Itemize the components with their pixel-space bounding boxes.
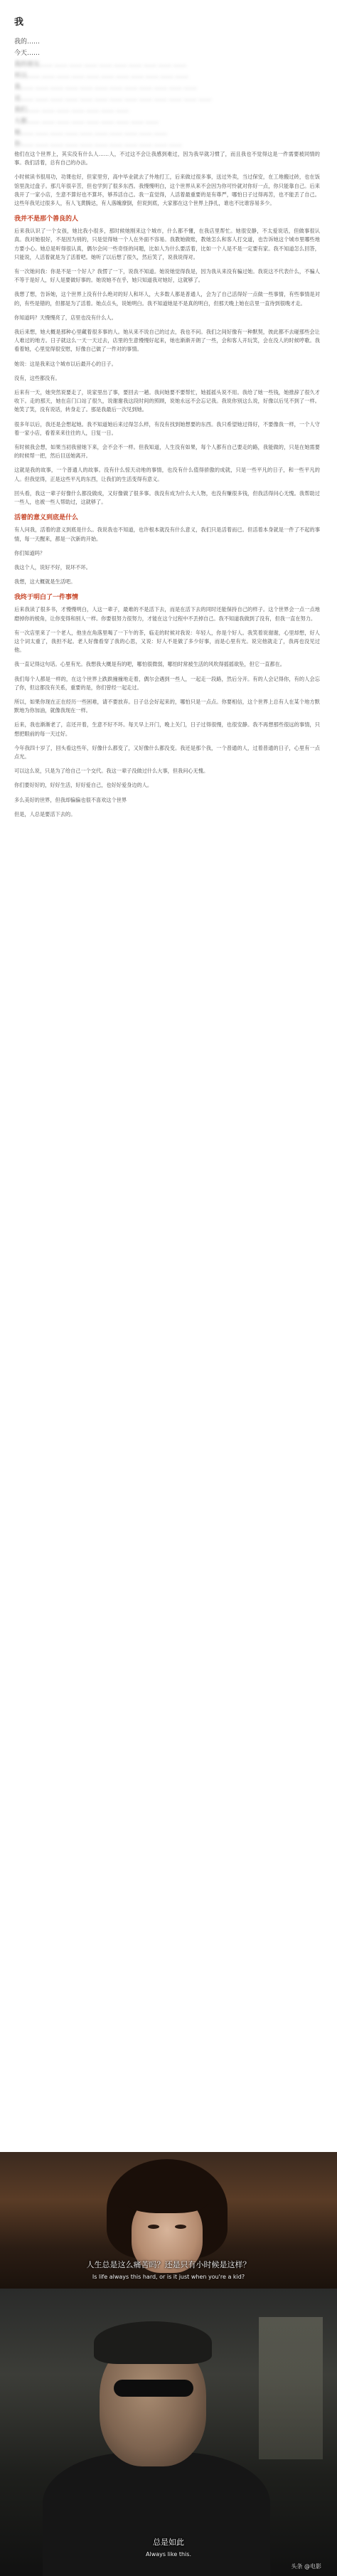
paragraph: 可以这么说，只是为了给自己一个交代。我这一辈子没做过什么大事，但我问心无愧。 [14,768,209,775]
watermark-text: 头条 @电影 [291,2563,321,2570]
paragraph: 有时候我会想，如果当初我留她下来，会不会不一样。但我知道，人生没有如果，每个人都有自己要走的路，我能做的，只是在她需要的时候帮一把，然后目送她离开。 [14,444,320,460]
movie-subtitle-cn: 人生总是这么痛苦吗？还是只有小时候是这样？ [86,2260,251,2269]
paragraph: 后来，我也渐渐老了，店还开着，生意不好不坏。每天早上开门，晚上关门，日子过得很慢，也很安静。我不再想那些很远的事情，只想把眼前的每一天过好。 [14,721,320,737]
movie-still-man [0,2289,337,2576]
girl-eye-left [148,2225,159,2229]
girl-bangs-shape [127,2189,208,2213]
paragraph: 我后来想，她大概是那种心里藏着很多事的人。她从来不说自己的过去，我也不问。我们之间好像有一种默契，彼此都不去碰那些会让人难过的地方。日子就这么一天一天过去，店里的生意慢慢好起来，她也渐渐开朗了一些，会和客人开玩笑，会在没人的时候哼歌。我看着她，心里觉得很安慰，好像自己做了一件对的事情。 [14,329,320,353]
paragraph: 我想，这大概就是生活吧。 [14,578,76,585]
paragraph: 所以，如果你现在正在经历一些困难，请不要放弃。日子总会好起来的，哪怕只是一点点。你要相信，这个世界上总有人在某个地方默默地为你加油，就像我现在一样。 [14,698,320,714]
article [14,14,320,2145]
girl-eye-right [175,2225,186,2229]
paragraph: 很多年以后，我还是会想起她。我不知道她后来过得怎么样，有没有找到她想要的东西。我只希望她过得好，不要像我一样，一个人守着一家小店，看着来来往往的人，日复一日。 [14,420,320,436]
movie-subtitle-en: Always like this. [146,2551,191,2558]
man-cap-shape [94,2321,212,2364]
paragraph: 你知道吗？天慢慢亮了，店里也没有什么人。 [14,314,117,321]
paragraph: 她说：这是我来这个城市以后最开心的日子。 [14,360,117,367]
paragraph: 今年我四十岁了，回头看这些年，好像什么都变了，又好像什么都没变。我还是那个我，一个普通的人，过着普通的日子，心里有一点点光。 [14,744,320,760]
letter-header-line: 我的朋友…… …… …… …… …… …… …… …… …… …… [14,61,186,68]
paragraph: 小时候读书很用功，功课也好，但家里穷，高中毕业就去了外地打工，后来做过很多事，送过外卖，当过保安，在工地搬过砖，也在饭馆里洗过盘子。那几年很辛苦，但也学到了很多东西。我慢慢明白，这个世界从来不会因为你可怜就对你好一点，你只能靠自己。后来我开了一家小店，生意不算好也不算坏，够养活自己。我一直觉得，人活着最重要的是有尊严，哪怕日子过得再苦，也不能丢了自己。这些年我见过很多人，有人飞黄腾达，有人落魄潦倒，但说到底，大家都在这个世界上挣扎，谁也不比谁容易多少。 [14,174,320,207]
paragraph: 但是，人总是要活下去的。 [14,810,76,817]
paragraph: 有人问我，活着的意义到底是什么。我说我也不知道，也许根本就没有什么意义，我们只是活着而已。但活着本身就是一件了不起的事情，每一天醒来，都是一次新的开始。 [14,526,320,542]
letter-header-line: 这…… …… …… …… …… …… …… …… …… …… …… …… …… [14,95,212,102]
paragraph: 没有，这些都没有。 [14,374,60,381]
section-heading: 活着的意义到底是什么 [14,514,79,522]
paragraph: 后来我认识了一个女孩，她比我小很多，那时候她刚来这个城市，什么都不懂，在我店里帮忙。她很安静，不太爱说话，但做事很认真。我对她很好，不是因为别的，只是觉得她一个人在外面不容易。我教她做账，教她怎么和客人打交道，也告诉她这个城市里哪些地方要小心。她总是听得很认真，偶尔会问一些奇怪的问题，比如人为什么要活着，比如一个人是不是一定要有家。我不知道怎么回答，只能说，人活着就是为了活着吧。她听了以后想了很久，然后笑了，说我说得对。 [14,228,320,260]
paragraph: 多么美好的世界，但我却偏偏也很不喜欢这个世界 [14,796,127,803]
movie-subtitle-cn: 总是如此 [153,2538,184,2547]
movie-subtitle-en: Is life always this hard, or is it just when you're a kid? [92,2274,245,2280]
paragraph: 他们在这个世界上，其实没有什么人……人，不过这不会让我感到难过，因为我早就习惯了，而且我也不觉得这是一件需要被同情的事。我们活着，总有自己的办法。 [14,151,320,166]
paragraph: 你们要好好的，好好生活，好好爱自己，也好好爱身边的人。 [14,782,153,789]
letter-header-line: 所以…… …… …… …… …… …… …… …… …… …… …… [14,73,188,80]
paragraph: 回头看，我这一辈子好像什么都没做成，又好像做了很多事。我没有成为什么大人物，也没有赚很多钱，但我活得问心无愧。我帮助过一些人，也被一些人帮助过，这就够了。 [14,489,320,506]
movie-still-girl [0,2152,337,2289]
letter-header-line: 我们…… …… …… …… …… …… …… [14,107,129,114]
man-sunglasses-shape [114,2380,193,2397]
section-heading: 我终于明白了一件事情 [14,594,79,602]
letter-header-line: 我的…… [14,38,41,46]
paragraph: 后来有一天，她突然说要走了，说家里出了事，要回去一趟。我问她要不要帮忙，她摇摇头说不用。我给了她一些钱，她推辞了很久才收下。走的那天，她在店门口站了很久，说谢谢我这段时间的照顾，说她永远不会忘记我。我说你别这么说，好像以后见不到了一样。她笑了笑，没有说话，转身走了。那是我最后一次见到她。 [14,389,320,413]
paragraph: 有一次店里来了一个老人，他坐在角落里喝了一下午的茶，临走的时候对我说：年轻人，你是个好人。我笑着说谢谢，心里却想，好人这个词太重了，我担不起。老人好像看穿了我的心思，又说：好人不是做了多少好事，而是心里有光。说完他就走了，我再也没见过他。 [14,629,320,654]
movie-stills [0,2152,337,2576]
section-heading: 我并不是那个善良的人 [14,216,79,223]
paragraph: 你们知道吗？ [14,549,46,556]
article-title: 我 [14,17,24,28]
paragraph: 我这个人，说好不好，说坏不坏。 [14,563,91,571]
letter-header-line: 我…… …… …… …… …… …… …… …… …… …… …… …… [14,84,197,91]
paragraph: 这就是我的故事，一个普通人的故事。没有什么惊天动地的事情，也没有什么值得骄傲的成就，只是一些平凡的日子，和一些平凡的人。但我觉得，正是这些平凡的东西，让我们的生活变得有意义。 [14,467,320,482]
article-body [14,150,320,819]
letter-header-line: 她…… …… …… …… …… …… …… …… …… …… [14,129,167,137]
paragraph: 有一次她问我：你是不是一个好人？我愣了一下，说我不知道。她说她觉得我是，因为我从来没有骗过她。我说这不代表什么，不骗人不等于是好人，好人是要做好事的。她说她不在乎，她只知道我对她好，这就够了。 [14,268,320,284]
paragraph: 我一直记得这句话。心里有光。我想我大概是有的吧，哪怕很微弱，哪怕时常被生活的风吹得摇摇欲坠，但它一直都在。 [14,661,285,668]
paragraph: 后来我读了很多书，才慢慢明白，人这一辈子，最难的不是活下去，而是在活下去的同时还能保持自己的样子。这个世界会一点一点地磨掉你的棱角，让你变得和别人一样。你要很努力很努力，才能在这个过程中不丢掉自己。我不知道我做到了没有，但我一直在努力。 [14,606,320,622]
letter-header-line: 你…… …… …… …… …… …… …… …… …… …… …… [14,141,182,148]
background-window-shape [259,2317,323,2459]
letter-header-line: 今天…… [14,50,41,57]
paragraph: 我们每个人都是一样的，在这个世界上跌跌撞撞地走着，偶尔会遇到一些人，一起走一段路，然后分开。有的人会记得你，有的人会忘了你，但这都没有关系，重要的是，你们曾经一起走过。 [14,675,320,691]
paragraph: 我想了想，告诉她，这个世界上没有什么绝对的好人和坏人，大多数人都是普通人，会为了自己活得好一点做一些事情，有些事情是对的，有些是错的，但都是为了活着。她点点头，说她明白。我不知道她是不是真的明白，但那天晚上她在店里一直待到很晚才走。 [14,291,320,307]
letter-header-line: 大都…… …… …… …… …… …… …… …… …… [14,118,159,125]
letter-header [14,36,320,150]
